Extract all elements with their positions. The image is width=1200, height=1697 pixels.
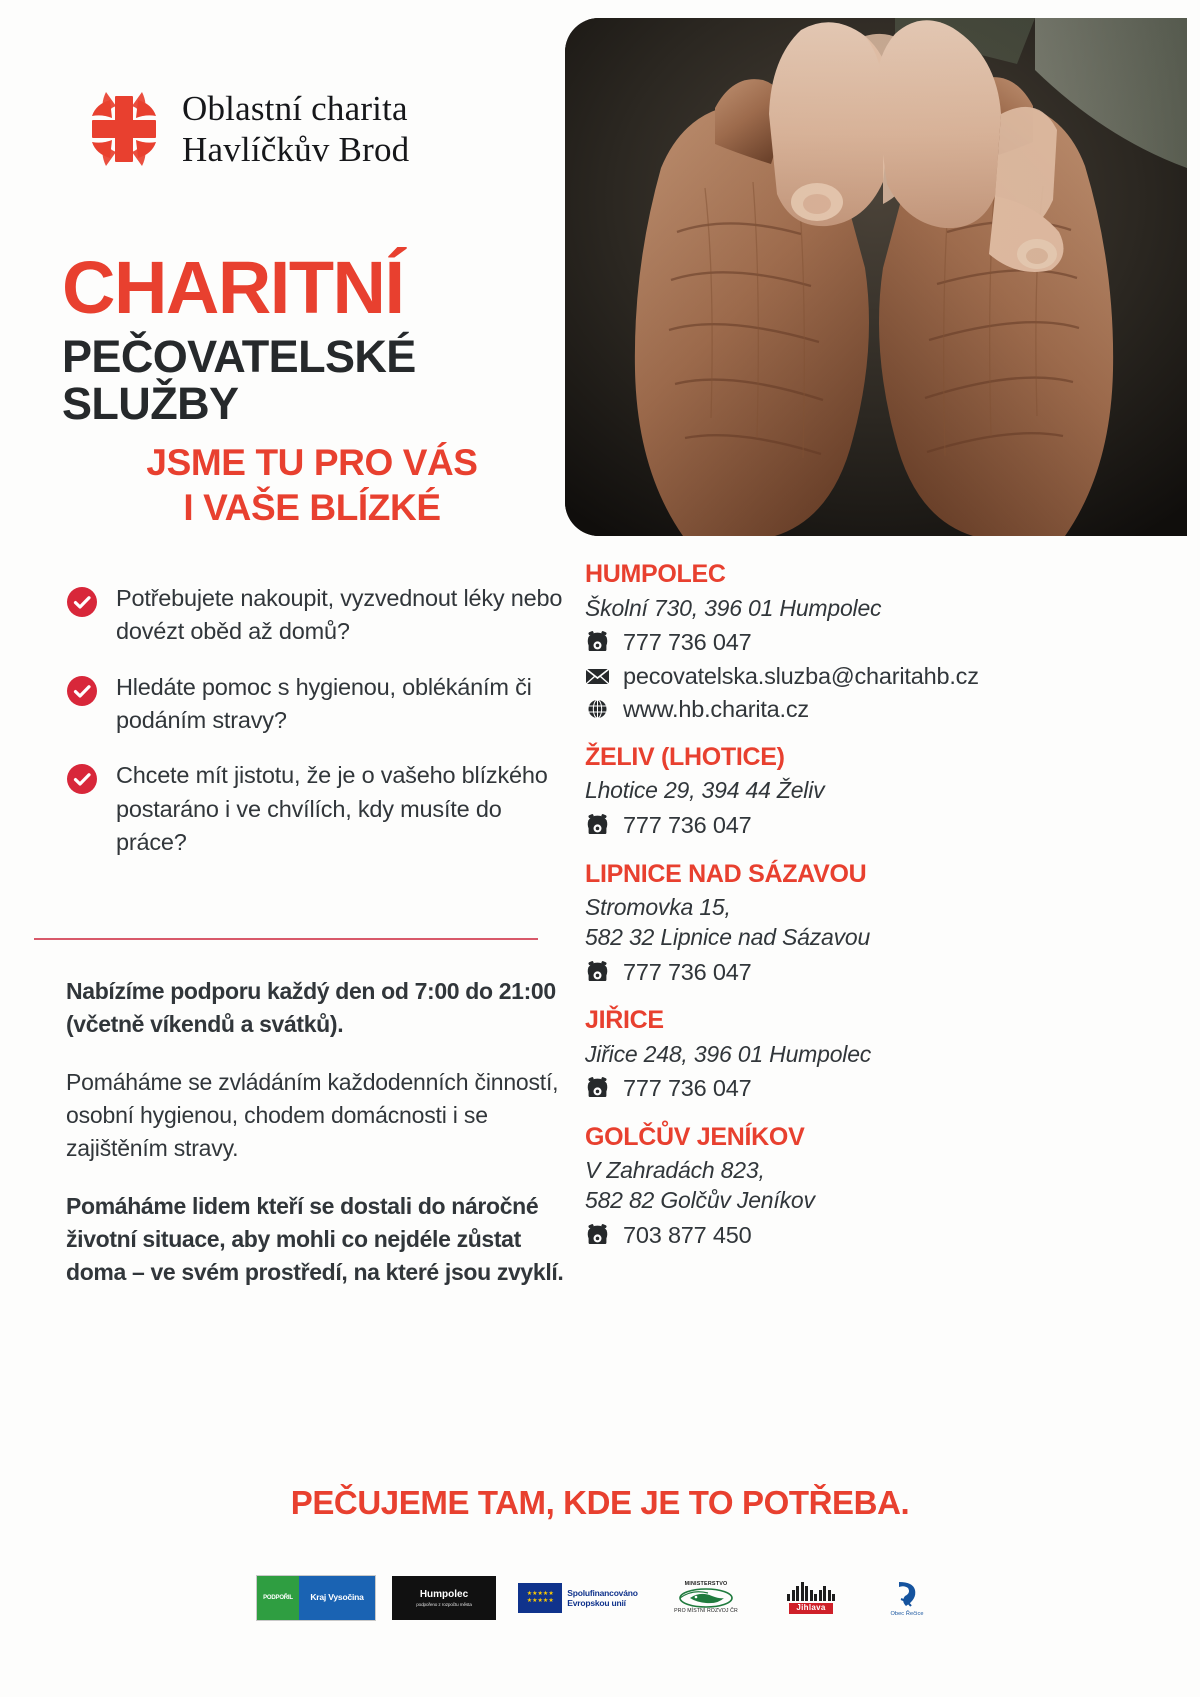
phone-number: 777 736 047 — [623, 1075, 752, 1102]
tagline — [62, 440, 562, 530]
tagline-line-1: JSME TU PRO VÁS — [146, 442, 478, 483]
charita-cross-icon — [88, 90, 162, 168]
recice-label: Obec Řečice — [890, 1610, 924, 1617]
eu-line-1: Spolufinancováno — [567, 1587, 638, 1598]
logo-line-1: Oblastní charita — [182, 89, 408, 128]
page-title — [62, 246, 562, 429]
contact-phone-row[interactable] — [585, 628, 1165, 656]
logo-line-2: Havlíčkův Brod — [182, 130, 410, 170]
section-divider — [34, 938, 538, 940]
phone-number: 703 877 450 — [623, 1221, 752, 1248]
logo-kraj-vysocina — [256, 1575, 376, 1621]
mission-text: Pomáháme lidem kteří se dostali do náročné životní situace, aby mohli co nejdéle zůstat doma – ve svém prostředí, na které jsou zvyklí. — [66, 1193, 564, 1285]
body-copy — [66, 975, 566, 1314]
logo-european-union — [512, 1575, 644, 1621]
phone-icon — [585, 961, 610, 983]
check-circle-icon — [66, 763, 98, 795]
check-circle-icon — [66, 675, 98, 707]
phone-number: 777 736 047 — [623, 629, 752, 656]
logo-obec-recice — [870, 1575, 944, 1621]
phone-icon — [585, 814, 610, 836]
contact-phone-row[interactable] — [585, 811, 1165, 839]
contact-block-lipnice — [585, 860, 1165, 986]
contact-block-zeliv — [585, 743, 1165, 840]
jihlava-label: Jihlava — [789, 1603, 832, 1614]
eu-funding-text — [567, 1588, 637, 1608]
phone-icon — [585, 631, 610, 653]
checklist-text: Potřebujete nakoupit, vyzvednout léky nebo dovézt oběd až domů? — [116, 585, 563, 645]
contact-city-name: JIŘICE — [585, 1006, 664, 1034]
logo-ministerstvo-mmr — [660, 1575, 752, 1621]
contact-address — [585, 1156, 1165, 1216]
headline-sub: PEČOVATELSKÉ SLUŽBY — [62, 330, 416, 429]
check-circle-icon — [66, 586, 98, 618]
contact-address — [585, 776, 1165, 806]
eu-flag-icon — [518, 1583, 562, 1613]
list-item — [66, 671, 566, 738]
contact-list — [585, 560, 1165, 1269]
organisation-name — [182, 88, 409, 171]
benefits-checklist — [66, 582, 566, 882]
contact-address — [585, 893, 1165, 953]
services-text: Pomáháme se zvládáním každodenních činností, osobní hygienou, chodem domácnosti i se zajištěním stravy. — [66, 1069, 559, 1161]
phone-icon — [585, 1224, 610, 1246]
contact-city-name: LIPNICE NAD SÁZAVOU — [585, 859, 867, 888]
contact-address — [585, 594, 1165, 624]
mmr-emblem-icon — [678, 1587, 734, 1609]
list-item — [66, 759, 566, 859]
contact-block-golcuv-jenikov — [585, 1123, 1165, 1249]
humpolec-subtitle: podpořeno z rozpočtu města — [416, 1602, 472, 1608]
address-line: Jiřice 248, 396 01 Humpolec — [585, 1040, 872, 1067]
phone-icon — [585, 1077, 610, 1099]
address-line: V Zahradách 823, — [585, 1157, 765, 1184]
globe-icon — [585, 698, 610, 720]
contact-address — [585, 1040, 1165, 1070]
contact-block-humpolec — [585, 560, 1165, 723]
contact-phone-row[interactable] — [585, 1074, 1165, 1102]
funding-logos — [0, 1575, 1200, 1621]
recice-emblem-icon — [892, 1579, 922, 1609]
address-line: Školní 730, 396 01 Humpolec — [585, 594, 882, 621]
contact-email-row[interactable] — [585, 662, 1165, 690]
logo-jihlava — [768, 1575, 854, 1621]
contact-block-jirice — [585, 1006, 1165, 1103]
address-line: 582 32 Lipnice nad Sázavou — [585, 923, 871, 950]
kraj-name-label: Kraj Vysočina — [299, 1576, 375, 1620]
list-item — [66, 582, 566, 649]
eu-line-2: Evropskou unií — [567, 1598, 626, 1608]
footer-slogan: PEČUJEME TAM, KDE JE TO POTŘEBA. — [290, 1484, 910, 1521]
email-address: pecovatelska.sluzba@charitahb.cz — [623, 662, 979, 689]
website-url: www.hb.charita.cz — [623, 695, 809, 722]
hero-photo-caring-hands — [565, 18, 1187, 536]
contact-city-name: ŽELIV (LHOTICE) — [585, 742, 785, 771]
address-line: Lhotice 29, 394 44 Želiv — [585, 777, 825, 804]
jihlava-emblem-icon — [787, 1582, 835, 1601]
mmr-line-2: PRO MÍSTNÍ ROZVOJ ČR — [674, 1608, 738, 1615]
tagline-line-2: I VAŠE BLÍZKÉ — [183, 487, 441, 529]
mmr-line-1: MINISTERSTVO — [684, 1581, 728, 1588]
kraj-support-label: PODPOŘIL — [257, 1576, 299, 1620]
address-line: Stromovka 15, — [585, 894, 731, 921]
opening-hours-text: Nabízíme podporu každý den od 7:00 do 21:00 (včetně víkendů a svátků). — [66, 978, 556, 1037]
headline-main: CHARITNÍ — [62, 246, 404, 329]
checklist-text: Hledáte pomoc s hygienou, oblékáním či podáním stravy? — [116, 673, 532, 734]
address-line: 582 82 Golčův Jeníkov — [585, 1186, 815, 1213]
contact-city-name: GOLČŮV JENÍKOV — [585, 1122, 805, 1151]
contact-phone-row[interactable] — [585, 958, 1165, 986]
phone-number: 777 736 047 — [623, 812, 752, 839]
organisation-logo — [88, 88, 409, 171]
humpolec-title: Humpolec — [419, 1588, 469, 1600]
envelope-icon — [585, 665, 610, 687]
logo-mesto-humpolec — [392, 1576, 496, 1620]
contact-web-row[interactable] — [585, 695, 1165, 723]
eu-stars: ★★★★★ ★★★★★ — [526, 1591, 554, 1604]
phone-number: 777 736 047 — [623, 958, 752, 985]
checklist-text: Chcete mít jistotu, že je o vašeho blízkého postaráno i ve chvílích, kdy musíte do práce? — [116, 762, 548, 856]
contact-city-name: HUMPOLEC — [585, 560, 726, 588]
contact-phone-row[interactable] — [585, 1221, 1165, 1249]
